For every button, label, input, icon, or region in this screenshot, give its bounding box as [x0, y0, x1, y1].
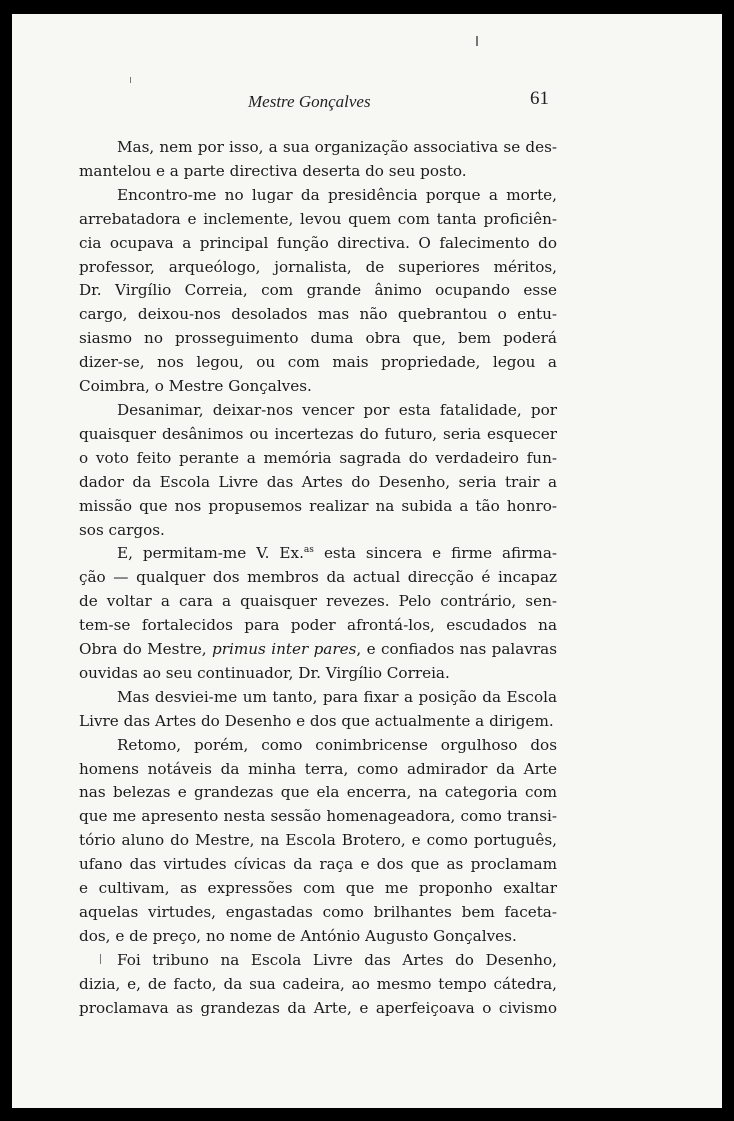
text-line: ção — qualquer dos membros da actual direcção é incapaz: [79, 568, 557, 587]
page-header: [12, 84, 722, 114]
text-segment: esta sincera e firme afirma-: [323, 544, 558, 563]
superscript: as: [303, 545, 314, 556]
page-number: 61: [530, 88, 549, 109]
scan-mark: [476, 36, 478, 46]
text-line: de voltar a cara a quaisquer revezes. Pelo contrário, sen-: [79, 592, 557, 611]
text-line: [79, 638, 557, 662]
text-segment: , e confiados nas palavras: [356, 640, 558, 659]
text-line: proclamava as grandezas da Arte, e aperfeiçoava o civismo: [79, 998, 557, 1017]
scan-mark: [130, 77, 131, 83]
text-line: Foi tribuno na Escola Livre das Artes do Desenho,: [117, 950, 557, 969]
text-line: Retomo, porém, como conimbricense orgulhoso dos: [117, 735, 557, 754]
text-line: tem-se fortalecidos para poder afrontá-los, escudados na: [79, 616, 557, 635]
text-line: dizia, e, de facto, da sua cadeira, ao mesmo tempo cátedra,: [79, 974, 557, 993]
text-line: e cultivam, as expressões com que me proponho exaltar: [79, 879, 557, 898]
text-line: mantelou e a parte directiva deserta do seu posto.: [79, 161, 467, 180]
text-line: sos cargos.: [79, 520, 165, 539]
text-line: professor, arqueólogo, jornalista, de superiores méritos,: [79, 257, 557, 276]
running-title: Mestre Gonçalves: [248, 92, 371, 111]
text-line: Dr. Virgílio Correia, com grande ânimo ocupando esse: [79, 281, 557, 300]
text-segment: E, permitam-me V. Ex.: [117, 544, 304, 563]
text-line: dos, e de preço, no nome de António Augusto Gonçalves.: [79, 926, 517, 945]
text-line: [79, 542, 557, 566]
text-line: cia ocupava a principal função directiva. O falecimento do: [79, 233, 557, 252]
text-line: ufano das virtudes cívicas da raça e dos que as proclamam: [79, 855, 557, 874]
text-line: Coimbra, o Mestre Gonçalves.: [79, 377, 312, 396]
book-page: [12, 14, 722, 1108]
text-line: Mas desviei-me um tanto, para fixar a posição da Escola: [117, 687, 557, 706]
text-line: siasmo no prosseguimento duma obra que, bem poderá: [79, 329, 557, 348]
text-line: dador da Escola Livre das Artes do Desenho, seria trair a: [79, 472, 557, 491]
body-text: [79, 136, 557, 1021]
text-line: quaisquer desânimos ou incertezas do futuro, seria esquecer: [79, 424, 557, 443]
text-line: Encontro-me no lugar da presidência porque a morte,: [117, 185, 557, 204]
text-line: Desanimar, deixar-nos vencer por esta fatalidade, por: [117, 400, 557, 419]
text-line: Mas, nem por isso, a sua organização associativa se des-: [117, 138, 557, 156]
text-line: nas belezas e grandezas que ela encerra, na categoria com: [79, 783, 557, 802]
text-line: aquelas virtudes, engastadas como brilhantes bem faceta-: [79, 903, 557, 921]
text-segment: Obra do Mestre,: [79, 640, 207, 659]
text-line: dizer-se, nos legou, ou com mais propriedade, legou a: [79, 353, 557, 372]
text-line: missão que nos propusemos realizar na subida a tão honro-: [79, 496, 557, 515]
text-line: tório aluno do Mestre, na Escola Brotero, e como português,: [79, 831, 557, 850]
text-line: o voto feito perante a memória sagrada do verdadeiro fun-: [79, 448, 557, 467]
text-line: que me apresento nesta sessão homenageadora, como transi-: [79, 807, 557, 826]
text-line: cargo, deixou-nos desolados mas não quebrantou o entu-: [79, 305, 557, 324]
text-line: homens notáveis da minha terra, como admirador da Arte: [79, 759, 557, 778]
text-line: Livre das Artes do Desenho e dos que actualmente a dirigem.: [79, 711, 554, 730]
text-line: arrebatadora e inclemente, levou quem com tanta proficiên-: [79, 209, 557, 228]
italic-phrase: primus inter pares: [212, 640, 357, 659]
text-line: ouvidas ao seu continuador, Dr. Virgílio Correia.: [79, 663, 450, 682]
